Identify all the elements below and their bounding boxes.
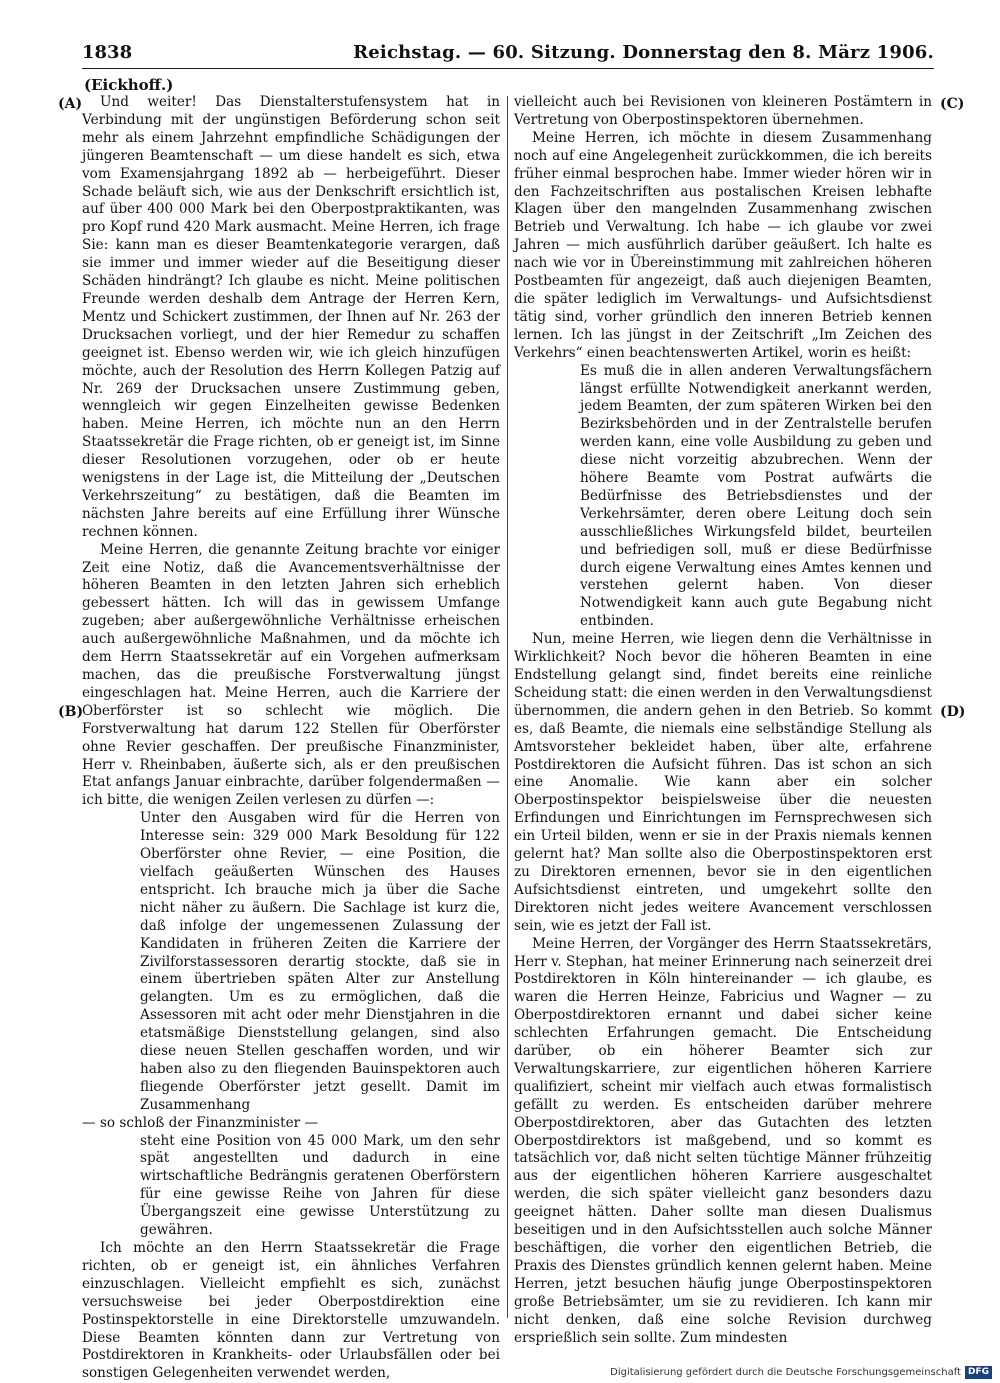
page-header bbox=[82, 42, 934, 70]
right-paragraph-1: vielleicht auch bei Revisionen von kleineren Postämtern in Vertretung von Oberpostinspektoren übernehmen. bbox=[514, 94, 932, 128]
left-column bbox=[82, 94, 500, 1382]
right-paragraph-4: Meine Herren, der Vorgänger des Herrn Staatssekretärs, Herr v. Stephan, hat meiner Erinnerung nach seinerzeit drei Postdirektoren in Köln hintereinander — ich glaube, es waren die Herren Heinze, Fabricius und Wagner — zu Oberpostdirektoren ernannt und dabei sicher keine schlechten Erfahrungen gemacht. Die Entscheidung darüber, ob ein höherer Beamter sich zur Verwaltungskarriere, zur eigentlichen höheren Karriere qualifiziert, scheint mir vielfach auch etwas formalistisch gefällt zu werden. Es entscheiden darüber mehrere Oberpostdirektoren, aber das Gutachten des letzten Oberpostdirektors ist maßgebend, und so kommt es tatsächlich vor, daß nicht selten tüchtige Männer frühzeitig aus der eigentlichen höheren Karriere ausgeschaltet werden, die sich später vielleicht ganz besonders dazu geeignet hätten. Daher sollte man diesen Dualismus beseitigen und in den Aufsichtsstellen auch solche Männer beschäftigen, die vorher den eigentlichen Betrieb, die Praxis des Dienstes gründlich kennen gelernt haben. Meine Herren, jetzt besuchen häufig junge Oberpostinspektoren große Betriebsämter, um sie zu revidieren. Ich kann mir nicht denken, daß eine solche Revision durchweg ersprießlich sein sollte. Zum mindesten bbox=[514, 935, 932, 1346]
footer-text: Digitalisierung gefördert durch die Deutsche Forschungsgemeinschaft bbox=[610, 1366, 961, 1378]
dfg-logo-icon: DFG bbox=[965, 1366, 992, 1379]
left-paragraph-3: — so schloß der Finanzminister — bbox=[82, 1114, 319, 1131]
speaker-label: (Eickhoff.) bbox=[84, 76, 174, 94]
margin-marker-c: (C) bbox=[940, 96, 965, 112]
margin-marker-a: (A) bbox=[58, 96, 83, 112]
left-paragraph-2: Meine Herren, die genannte Zeitung brachte vor einiger Zeit eine Notiz, daß die Avancementsverhältnisse der höheren Beamten in den letzten Jahren sich erheblich gebessert hätten. Ich will das in gewissem Umfange zugeben; aber außergewöhnliche Verhältnisse erheischen auch außergewöhnliche Maßnahmen, und da möchte ich dem Herrn Staatssekretär auf ein Vorgehen aufmerksam machen, das die preußische Forstverwaltung jüngst eingeschlagen hat. Meine Herren, auch die Karriere der Oberförster ist so schlecht wie möglich. Die Forstverwaltung hat darum 122 Stellen für Oberförster ohne Revier geschaffen. Der preußische Finanzminister, Herr v. Rheinbaben, äußerte sich, als er den preußischen Etat anfangs Januar einbrachte, darüber folgendermaßen — ich bitte, die wenigen Zeilen verlesen zu dürfen —: bbox=[82, 541, 500, 809]
left-paragraph-4: Ich möchte an den Herrn Staatssekretär die Frage richten, ob er geneigt ist, ein ähnliches Verfahren einzuschlagen. Vielleicht empfiehlt es sich, zunächst versuchsweise bei jeder Oberpostdirektion eine Postinspektorstelle in eine Direktorstelle umzuwandeln. Diese Beamten könnten dann zur Vertretung von Postdirektoren in Krankheits- oder Urlaubsfällen oder bei sonstigen Gelegenheiten verwendet werden, bbox=[82, 1240, 500, 1382]
header-title: Reichstag. — 60. Sitzung. Donnerstag den 8. März 1906. bbox=[353, 42, 934, 63]
left-quote-1: Unter den Ausgaben wird für die Herren von Interesse sein: 329 000 Mark Besoldung für 122 Oberförster ohne Revier, — eine Position, die vielfach geäußerten Wünschen des Hauses entspricht. Ich brauche mich ja über die Sache nicht näher zu äußern. Die Sachlage ist kurz die, daß infolge der ungemessenen Zulassung der Kandidaten in früheren Zeiten die Karriere der Zivilforstassessoren derartig stockte, daß sie in einem übertrieben späten Alter zur Anstellung gelangten. Um es zu ermöglichen, daß die Assessoren mit acht oder mehr Dienstjahren in die etatsmäßige Dienststellung gelangen, sind also diese neuen Stellen geschaffen worden, und wir haben also zu den fliegenden Bauinspektoren auch fliegende Oberförster jetzt gesellt. Damit im Zusammenhang bbox=[140, 810, 500, 1113]
right-paragraph-2: Meine Herren, ich möchte in diesem Zusammenhang noch auf eine Angelegenheit zurückkommen, die ich bereits früher einmal besprochen habe. Immer wieder hören wir in den Fachzeitschriften aus postalischen Kreisen lebhafte Klagen über den mangelnden Zusammenhang zwischen Betrieb und Verwaltung. Ich habe — ich glaube vor zwei Jahren — mich ausführlich darüber geäußert. Ich halte es nach wie vor in Übereinstimmung mit zahlreichen höheren Postbeamten für angezeigt, daß auch diejenigen Beamten, die später lediglich im Verwaltungs- und Aufsichtsdienst tätig sind, vorher gründlich den inneren Betrieb kennen lernen. Ich las jüngst in der Zeitschrift „Im Zeichen des Verkehrs“ einen beachtenswerten Artikel, worin es heißt: bbox=[514, 129, 932, 361]
right-paragraph-3: Nun, meine Herren, wie liegen denn die Verhältnisse in Wirklichkeit? Noch bevor die höheren Beamten in eine Endstellung gelangt sind, findet bereits eine reinliche Scheidung statt: die einen werden in den Verwaltungsdienst übernommen, die andern gehen in den Betrieb. So kommt es, daß Beamte, die niemals eine selbständige Stellung als Amtsvorsteher bekleidet haben, über alte, erfahrene Postdirektoren die Aufsicht führen. Das ist schon an sich eine Anomalie. Wie kann aber ein solcher Oberpostinspektor beispielsweise über die neuesten Erfindungen und Einrichtungen im Fernsprechwesen sich ein Urteil bilden, wenn er sie in der Praxis niemals kennen gelernt hat? Man sollte also die Oberpostinspektoren erst zu Direktoren ernennen, bevor sie in den eigentlichen Aufsichtsdienst eintreten, und umgekehrt sollte den Direktoren nicht jedes weitere Avancement verschlossen sein, wie es jetzt der Fall ist. bbox=[514, 631, 932, 934]
margin-marker-d: (D) bbox=[940, 704, 966, 720]
left-paragraph-1: Und weiter! Das Dienstalterstufensystem hat in Verbindung mit der ungünstigen Beförderung schon seit mehr als einem Jahrzehnt empfindliche Schädigungen der jüngeren Beamtenschaft — um diese handelt es sich, etwa vom Examensjahrgang 1892 ab — herbeigeführt. Dieser Schade beläuft sich, wie aus der Denkschrift ersichtlich ist, auf über 400 000 Mark bei den Oberpostpraktikanten, was pro Kopf rund 420 Mark ausmacht. Meine Herren, ich frage Sie: kann man es dieser Beamtenkategorie verargen, daß sie immer und immer wieder auf die Beseitigung dieser Schäden hindrängt? Ich glaube es nicht. Meine politischen Freunde werden deshalb dem Antrage der Herren Kern, Mentz und Schickert zustimmen, der Ihnen auf Nr. 263 der Drucksachen vorliegt, und der hier Remedur zu schaffen geeignet ist. Ebenso werden wir, wie ich gleich hinzufügen möchte, auch der Resolution des Herrn Kollegen Patzig auf Nr. 269 der Drucksachen unsere Zustimmung geben, wenngleich wir gegen Einzelheiten gewisse Bedenken haben. Meine Herren, ich möchte nun an den Herrn Staatssekretär die Frage richten, ob er geneigt ist, im Sinne dieser Resolutionen vorzugehen, oder ob er heute wenigstens in der Lage ist, die Mitteilung der „Deutschen Verkehrszeitung“ zu bestätigen, daß die Beamten im nächsten Jahre bereits auf eine Erfüllung ihrer Wünsche rechnen können. bbox=[82, 94, 500, 540]
left-quote-2: steht eine Position von 45 000 Mark, um den sehr spät angestellten und dadurch in eine wirtschaftliche Bedrängnis geratenen Oberförstern für eine gewisse Reihe von Jahren für diese Übergangszeit eine gewisse Unterstützung zu gewähren. bbox=[140, 1132, 500, 1239]
margin-marker-b: (B) bbox=[58, 704, 84, 720]
right-column bbox=[514, 94, 932, 1346]
page-number: 1838 bbox=[82, 42, 133, 63]
right-quote-1: Es muß die in allen anderen Verwaltungsfächern längst erfüllte Notwendigkeit anerkannt werden, jedem Beamten, der zum späteren Wirken bei den Bezirksbehörden und in der Zentralstelle berufen werden kann, eine volle Ausbildung zu geben und diese nicht vorzeitig abzubrechen. Wenn der höhere Beamte vom Postrat aufwärts die Bedürfnisse des Betriebsdienstes und der Verkehrsämter, deren obere Leitung doch sein ausschließliches Wirkungsfeld bildet, beurteilen und befriedigen soll, muß er diese Bedürfnisse durch eigene Verwaltung eines Amtes kennen und verstehen gelernt haben. Von dieser Notwendigkeit kann auch gute Begabung nicht entbinden. bbox=[580, 362, 932, 630]
column-divider bbox=[507, 96, 508, 1318]
footer-credit bbox=[610, 1364, 992, 1380]
header-rule bbox=[82, 68, 934, 69]
